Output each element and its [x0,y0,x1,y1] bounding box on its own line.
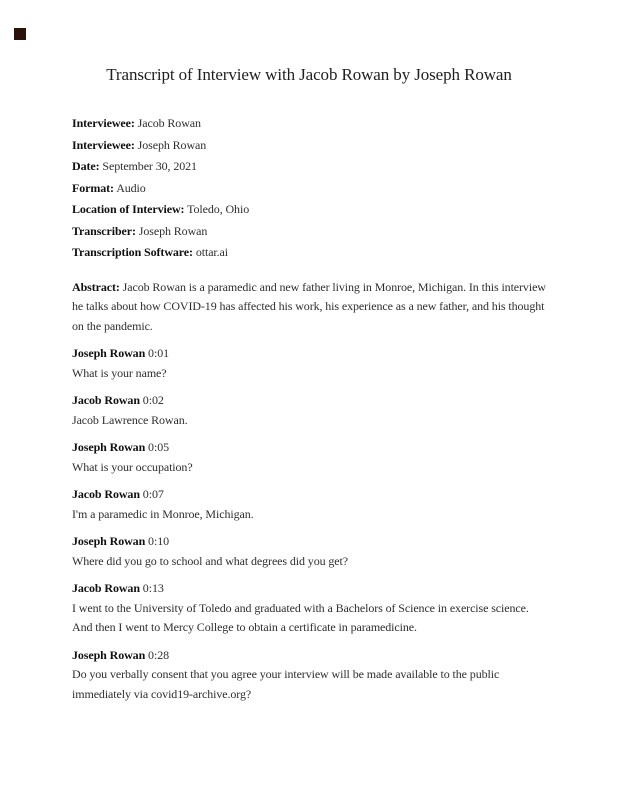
metadata-line [72,243,546,263]
speaker-name: Joseph Rowan [72,534,146,548]
metadata-line [72,179,546,199]
metadata-line [72,157,546,177]
timestamp: 0:28 [145,647,169,662]
metadata-value: Toledo, Ohio [184,202,250,216]
corner-mark [14,28,26,40]
timestamp: 0:02 [139,393,164,407]
metadata-label: Location of Interview: [72,202,185,216]
metadata-line [72,200,546,220]
speaker-name: Jacob Rowan [72,487,140,501]
speaker-name: Jacob Rowan [72,393,140,407]
dialogue-block [72,646,546,705]
metadata-label: Format: [72,180,114,195]
dialogue-block [72,438,546,477]
timestamp: 0:01 [145,346,169,360]
document-content [72,64,546,712]
metadata-value: Joseph Rowan [135,223,208,238]
metadata-label: Transcriber: [72,223,136,238]
metadata-label: Interviewee: [72,137,135,152]
speaker-name: Jacob Rowan [72,581,140,595]
dialogue-block [72,344,546,383]
metadata-label: Date: [72,159,100,173]
speaker-line [72,579,546,599]
dialogue-block [72,485,546,524]
speaker-line [72,532,546,552]
utterance-text: Where did you go to school and what degrees did you get? [72,553,348,568]
timestamp: 0:13 [139,581,164,595]
speaker-name: Joseph Rowan [72,346,146,360]
metadata-line [72,114,546,134]
utterance-text: What is your occupation? [72,459,193,474]
abstract [72,278,546,337]
speaker-line [72,438,546,458]
utterance-text: I went to the University of Toledo and graduated with a Bachelors of Science in exercise science. And then I went to Mercy College to obtain a certificate in paramedicine. [72,600,529,634]
metadata-line [72,222,546,242]
utterance-text: Do you verbally consent that you agree your interview will be made available to the public immediately via covid19-archive.org? [72,667,500,701]
speaker-line [72,485,546,505]
dialogue-block [72,391,546,430]
metadata-label: Transcription Software: [72,245,193,259]
speaker-name: Joseph Rowan [72,440,146,454]
metadata-value: Joseph Rowan [134,137,207,152]
timestamp: 0:07 [139,487,164,501]
utterance-text: Jacob Lawrence Rowan. [72,412,188,427]
metadata-section [72,114,546,263]
speaker-name: Joseph Rowan [72,647,146,662]
utterance-text: I'm a paramedic in Monroe, Michigan. [72,506,254,521]
timestamp: 0:05 [145,440,169,454]
metadata-label: Interviewee: [72,116,135,130]
metadata-value: September 30, 2021 [99,159,197,173]
metadata-line [72,136,546,156]
metadata-value: ottar.ai [192,245,229,259]
utterance-text: What is your name? [72,365,167,380]
dialogue-block [72,579,546,638]
metadata-value: Audio [113,180,146,195]
dialogue-section [72,344,546,704]
speaker-line [72,391,546,411]
timestamp: 0:10 [145,534,169,548]
speaker-line [72,646,546,666]
page-title: Transcript of Interview with Jacob Rowan by Joseph Rowan [106,65,512,84]
abstract-text: Jacob Rowan is a paramedic and new father living in Monroe, Michigan. In this interview he talks about how COVID-19 has affected his work, his experience as a new father, and his thought on the pandemic. [72,279,546,333]
dialogue-block [72,532,546,571]
abstract-label: Abstract: [72,279,120,294]
metadata-value: Jacob Rowan [134,116,201,130]
speaker-line [72,344,546,364]
